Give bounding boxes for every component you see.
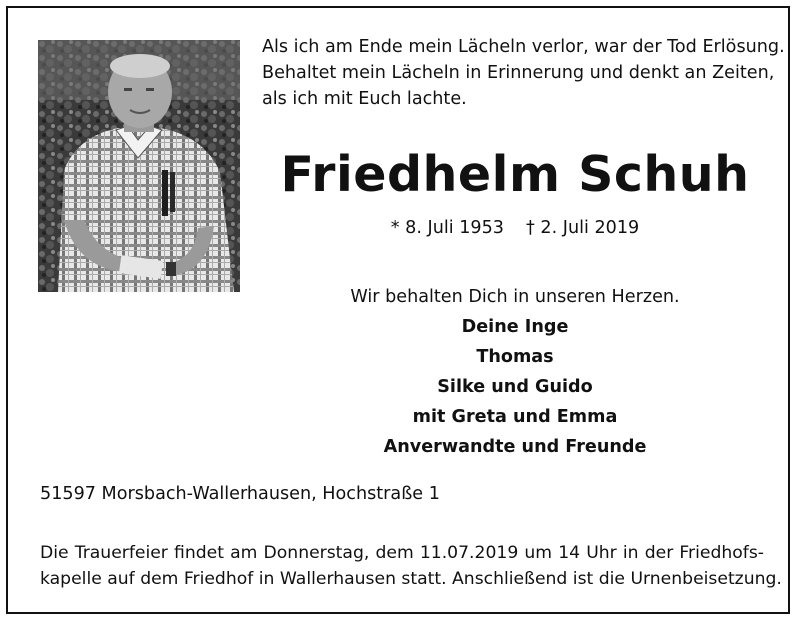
mourner-name: Thomas: [476, 347, 554, 367]
deceased-name: Friedhelm Schuh: [280, 146, 750, 203]
address: 51597 Morsbach-Wallerhausen, Hochstraße 1: [40, 484, 440, 504]
obituary-notice: [6, 6, 790, 614]
poem-line: Als ich am Ende mein Lächeln verlor, war der Tod Erlösung.: [262, 37, 785, 57]
mourners: [260, 282, 770, 462]
ceremony-line: kapelle auf dem Friedhof in Wallerhausen statt. Anschließend ist die Urnenbeisetzung.: [40, 569, 782, 589]
birth-date: * 8. Juli 1953: [390, 218, 504, 238]
mourner-name: Silke und Guido: [437, 377, 593, 397]
life-dates: [260, 218, 770, 238]
mourner-name: Deine Inge: [461, 317, 569, 337]
poem-line: Behaltet mein Lächeln in Erinnerung und denkt an Zeiten,: [262, 63, 775, 83]
mourners-intro: Wir behalten Dich in unseren Herzen.: [350, 287, 680, 307]
poem-line: als ich mit Euch lachte.: [262, 89, 467, 109]
death-date: † 2. Juli 2019: [526, 218, 640, 238]
mourner-name: Anverwandte und Freunde: [383, 437, 647, 457]
ceremony-info: [40, 540, 782, 592]
portrait-photo: [38, 40, 240, 292]
ceremony-line: Die Trauerfeier findet am Donnerstag, dem 11.07.2019 um 14 Uhr in der Friedhofs-: [40, 543, 764, 563]
mourner-name: mit Greta und Emma: [412, 407, 618, 427]
poem: [262, 34, 785, 112]
